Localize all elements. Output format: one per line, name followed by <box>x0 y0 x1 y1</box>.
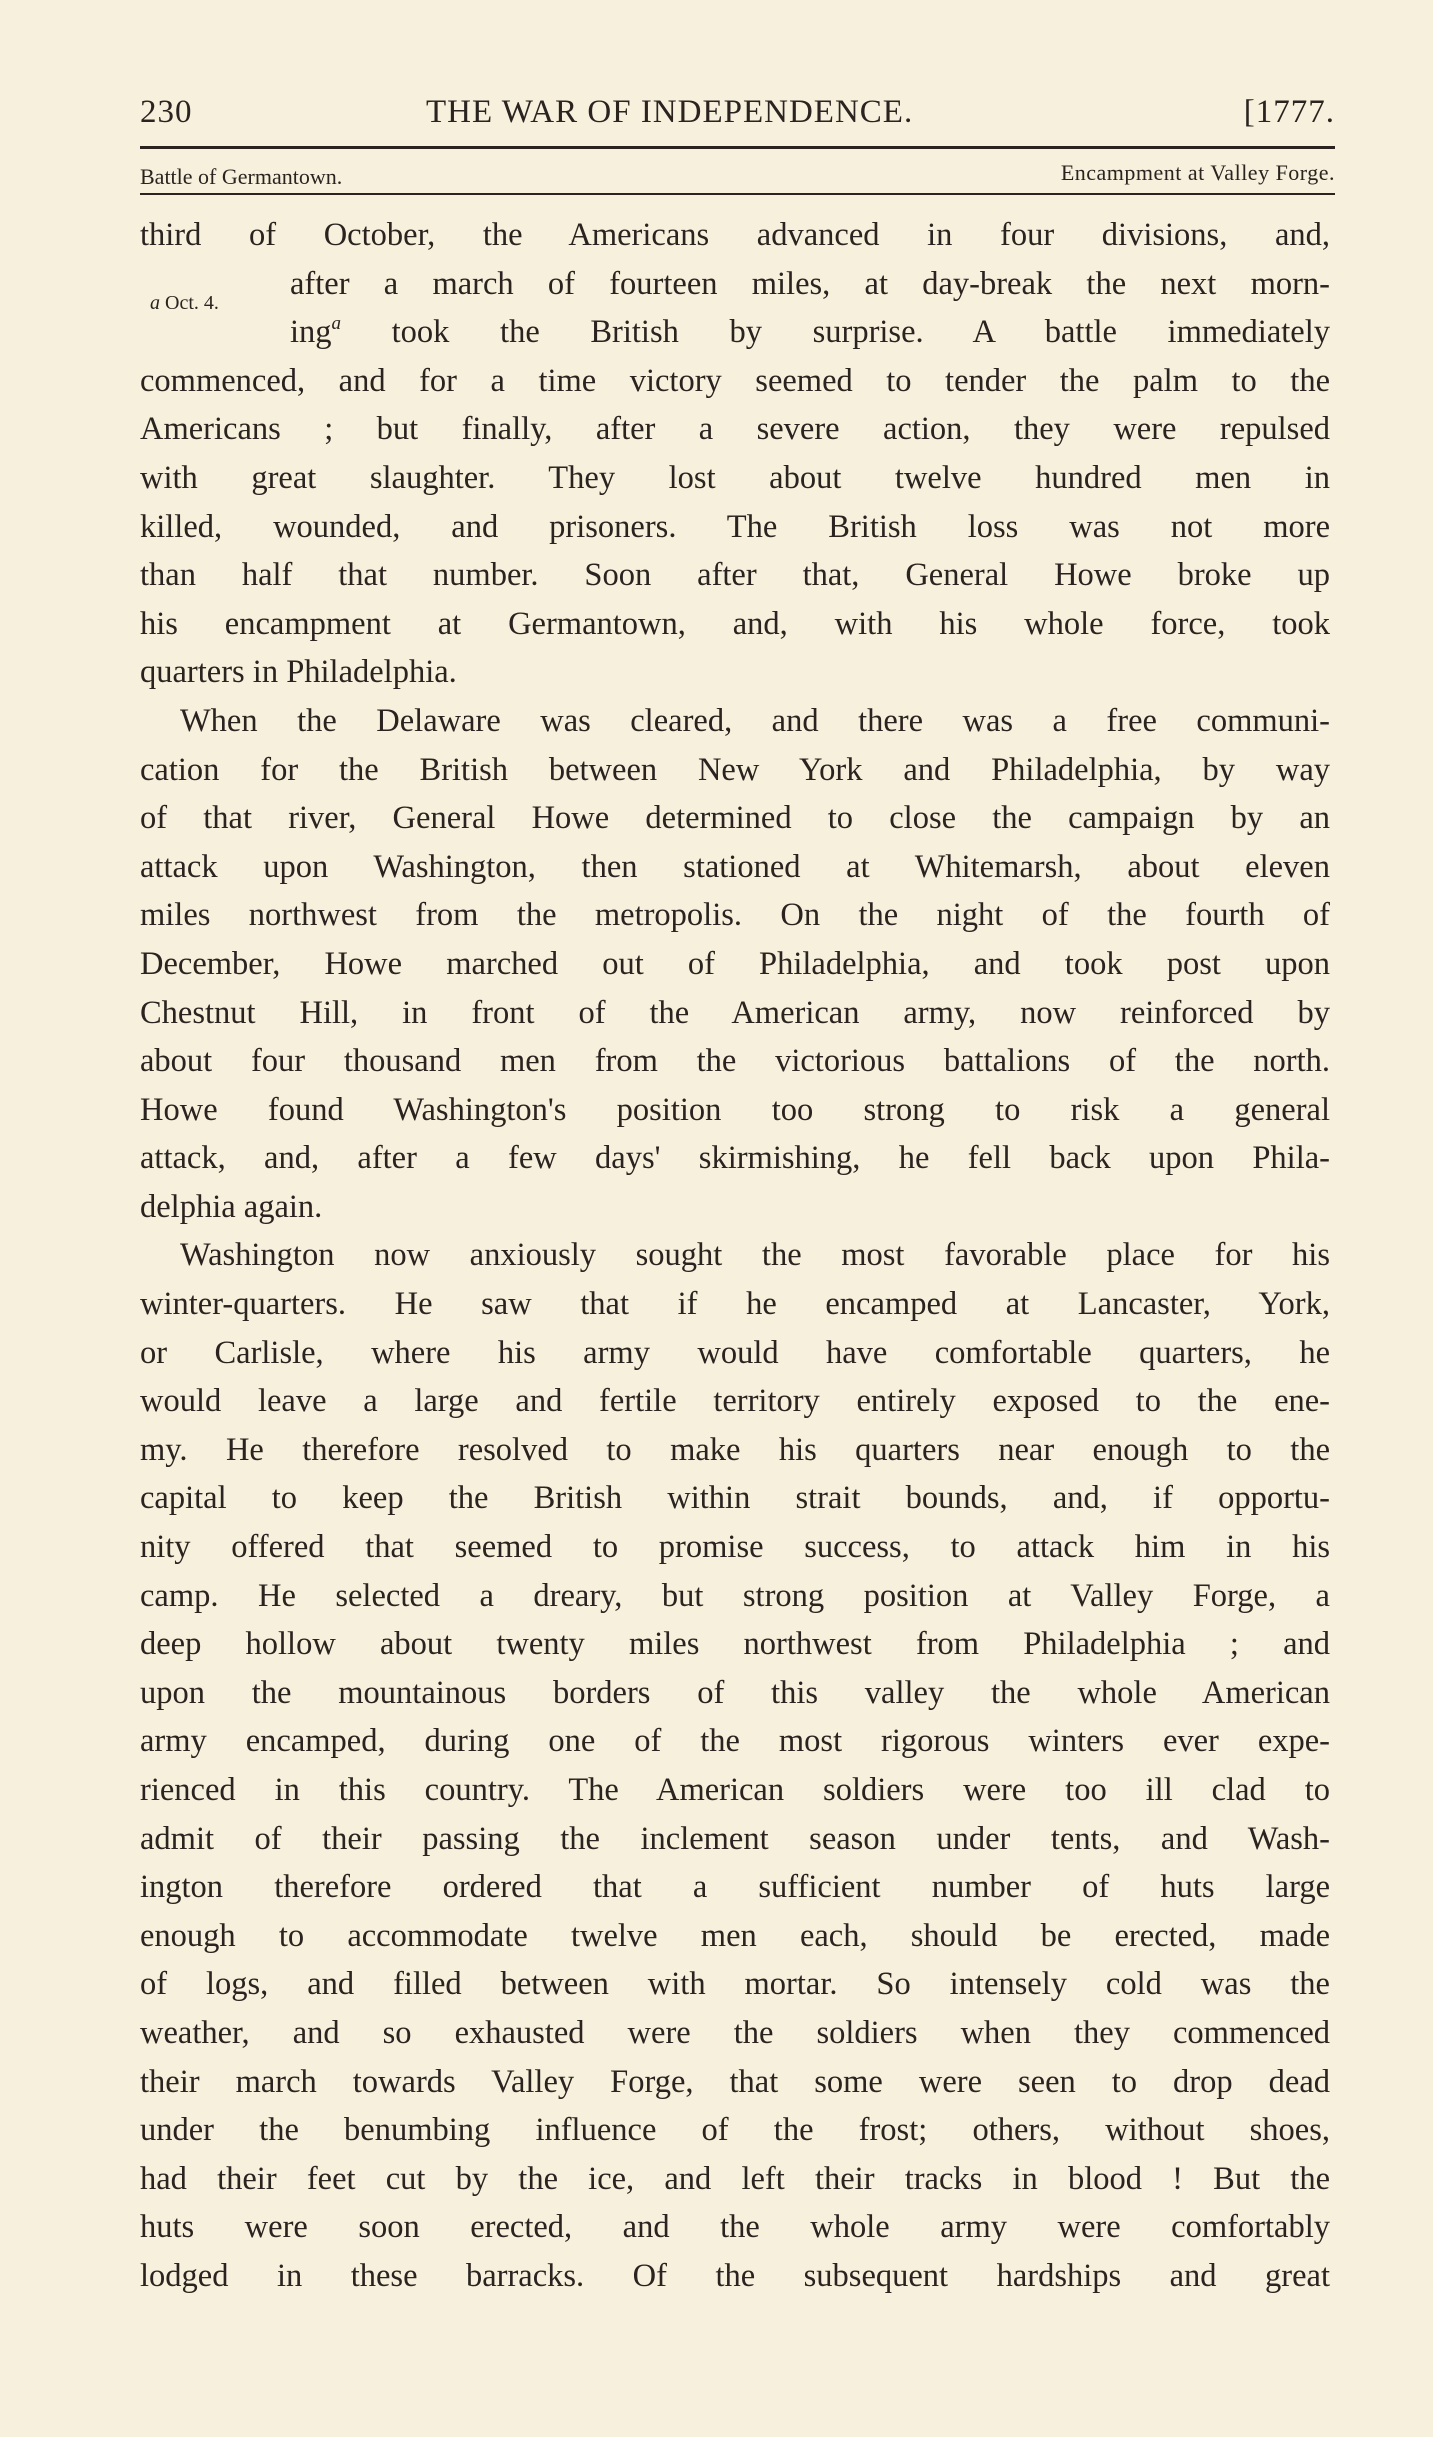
text-line: had their feet cut by the ice, and left their tracks in blood ! But the <box>140 2160 1330 2197</box>
text-line: killed, wounded, and prisoners. The British loss was not more <box>140 508 1330 545</box>
text-line: enough to accommodate twelve men each, should be erected, made <box>140 1917 1330 1954</box>
text-line: their march towards Valley Forge, that some were seen to drop dead <box>140 2063 1330 2100</box>
text-fragment: ing <box>290 314 332 351</box>
header-rule-bottom <box>140 193 1335 195</box>
text-line: nity offered that seemed to promise success, to attack him in his <box>140 1529 1330 1566</box>
text-line: with great slaughter. They lost about twelve hundred men in <box>140 459 1330 496</box>
text-line: third of October, the Americans advanced in four divisions, and, <box>140 217 1330 253</box>
text-line: commenced, and for a time victory seemed to tender the palm to the <box>140 362 1330 399</box>
text-line: attack upon Washington, then stationed at Whitemarsh, about eleven <box>140 848 1330 885</box>
text-line: or Carlisle, where his army would have comfortable quarters, he <box>140 1334 1330 1371</box>
subhead-right: Encampment at Valley Forge. <box>1060 160 1335 185</box>
text-line: When the Delaware was cleared, and there was a free communi- <box>180 702 1330 739</box>
text-line: rienced in this country. The American soldiers were too ill clad to <box>140 1772 1330 1808</box>
text-line-with-footnote <box>140 308 1330 357</box>
text-line: capital to keep the British within strait bounds, and, if opportu- <box>140 1480 1330 1517</box>
text-line: miles northwest from the metropolis. On the night of the fourth of <box>140 897 1330 934</box>
text-line: attack, and, after a few days' skirmishing, he fell back upon Phila- <box>140 1140 1330 1177</box>
text-line: than half that number. Soon after that, General Howe broke up <box>140 557 1330 594</box>
section-subhead <box>140 160 1335 190</box>
text-line: Americans ; but finally, after a severe action, they were repulsed <box>140 411 1330 448</box>
text-line: quarters in Philadelphia. <box>140 654 457 691</box>
text-line: cation for the British between New York and Philadelphia, by way <box>140 751 1330 788</box>
text-line: deep hollow about twenty miles northwest from Philadelphia ; and <box>140 1626 1330 1663</box>
body-text <box>140 211 1330 2301</box>
text-line: winter-quarters. He saw that if he encamped at Lancaster, York, <box>140 1286 1330 1323</box>
text-line: camp. He selected a dreary, but strong position at Valley Forge, a <box>140 1577 1330 1614</box>
text-line: Washington now anxiously sought the most favorable place for his <box>180 1237 1330 1274</box>
text-line: would leave a large and fertile territory entirely exposed to the ene- <box>140 1383 1330 1420</box>
text-line: of logs, and filled between with mortar. So intensely cold was the <box>140 1966 1330 2003</box>
text-line: of that river, General Howe determined to close the campaign by an <box>140 800 1330 837</box>
text-line: after a march of fourteen miles, at day-break the next morn- <box>290 265 1330 302</box>
text-line: army encamped, during one of the most rigorous winters ever expe- <box>140 1723 1330 1760</box>
header-rule-top <box>140 146 1335 149</box>
text-line: upon the mountainous borders of this valley the whole American <box>140 1674 1330 1711</box>
footnote-marker: a <box>331 313 342 335</box>
running-head <box>140 94 1335 134</box>
text-fragment: took the British by surprise. A battle immediately <box>391 314 1330 351</box>
running-title: THE WAR OF INDEPENDENCE. <box>426 94 914 130</box>
text-line: December, Howe marched out of Philadelphia, and took post upon <box>140 945 1330 982</box>
subhead-left: Battle of Germantown. <box>140 164 343 189</box>
text-line: about four thousand men from the victorious battalions of the north. <box>140 1043 1330 1080</box>
text-line: delphia again. <box>140 1188 323 1225</box>
text-line: my. He therefore resolved to make his quarters near enough to the <box>140 1431 1330 1468</box>
running-year: [1777. <box>1243 94 1335 130</box>
text-line: ington therefore ordered that a sufficient number of huts large <box>140 1869 1330 1906</box>
text-line: lodged in these barracks. Of the subsequent hardships and great <box>140 2257 1330 2294</box>
margin-note-text: Oct. 4. <box>165 292 219 314</box>
text-line: huts were soon erected, and the whole army were comfortably <box>140 2209 1330 2246</box>
margin-note-marker: a <box>150 292 160 314</box>
text-line: Howe found Washington's position too strong to risk a general <box>140 1091 1330 1128</box>
text-line: his encampment at Germantown, and, with his whole force, took <box>140 605 1330 642</box>
text-line: admit of their passing the inclement season under tents, and Wash- <box>140 1820 1330 1857</box>
page-number: 230 <box>140 94 193 130</box>
text-line: Chestnut Hill, in front of the American army, now reinforced by <box>140 994 1330 1031</box>
text-line: under the benumbing influence of the frost; others, without shoes, <box>140 2112 1330 2149</box>
text-line: weather, and so exhausted were the soldiers when they commenced <box>140 2014 1330 2051</box>
